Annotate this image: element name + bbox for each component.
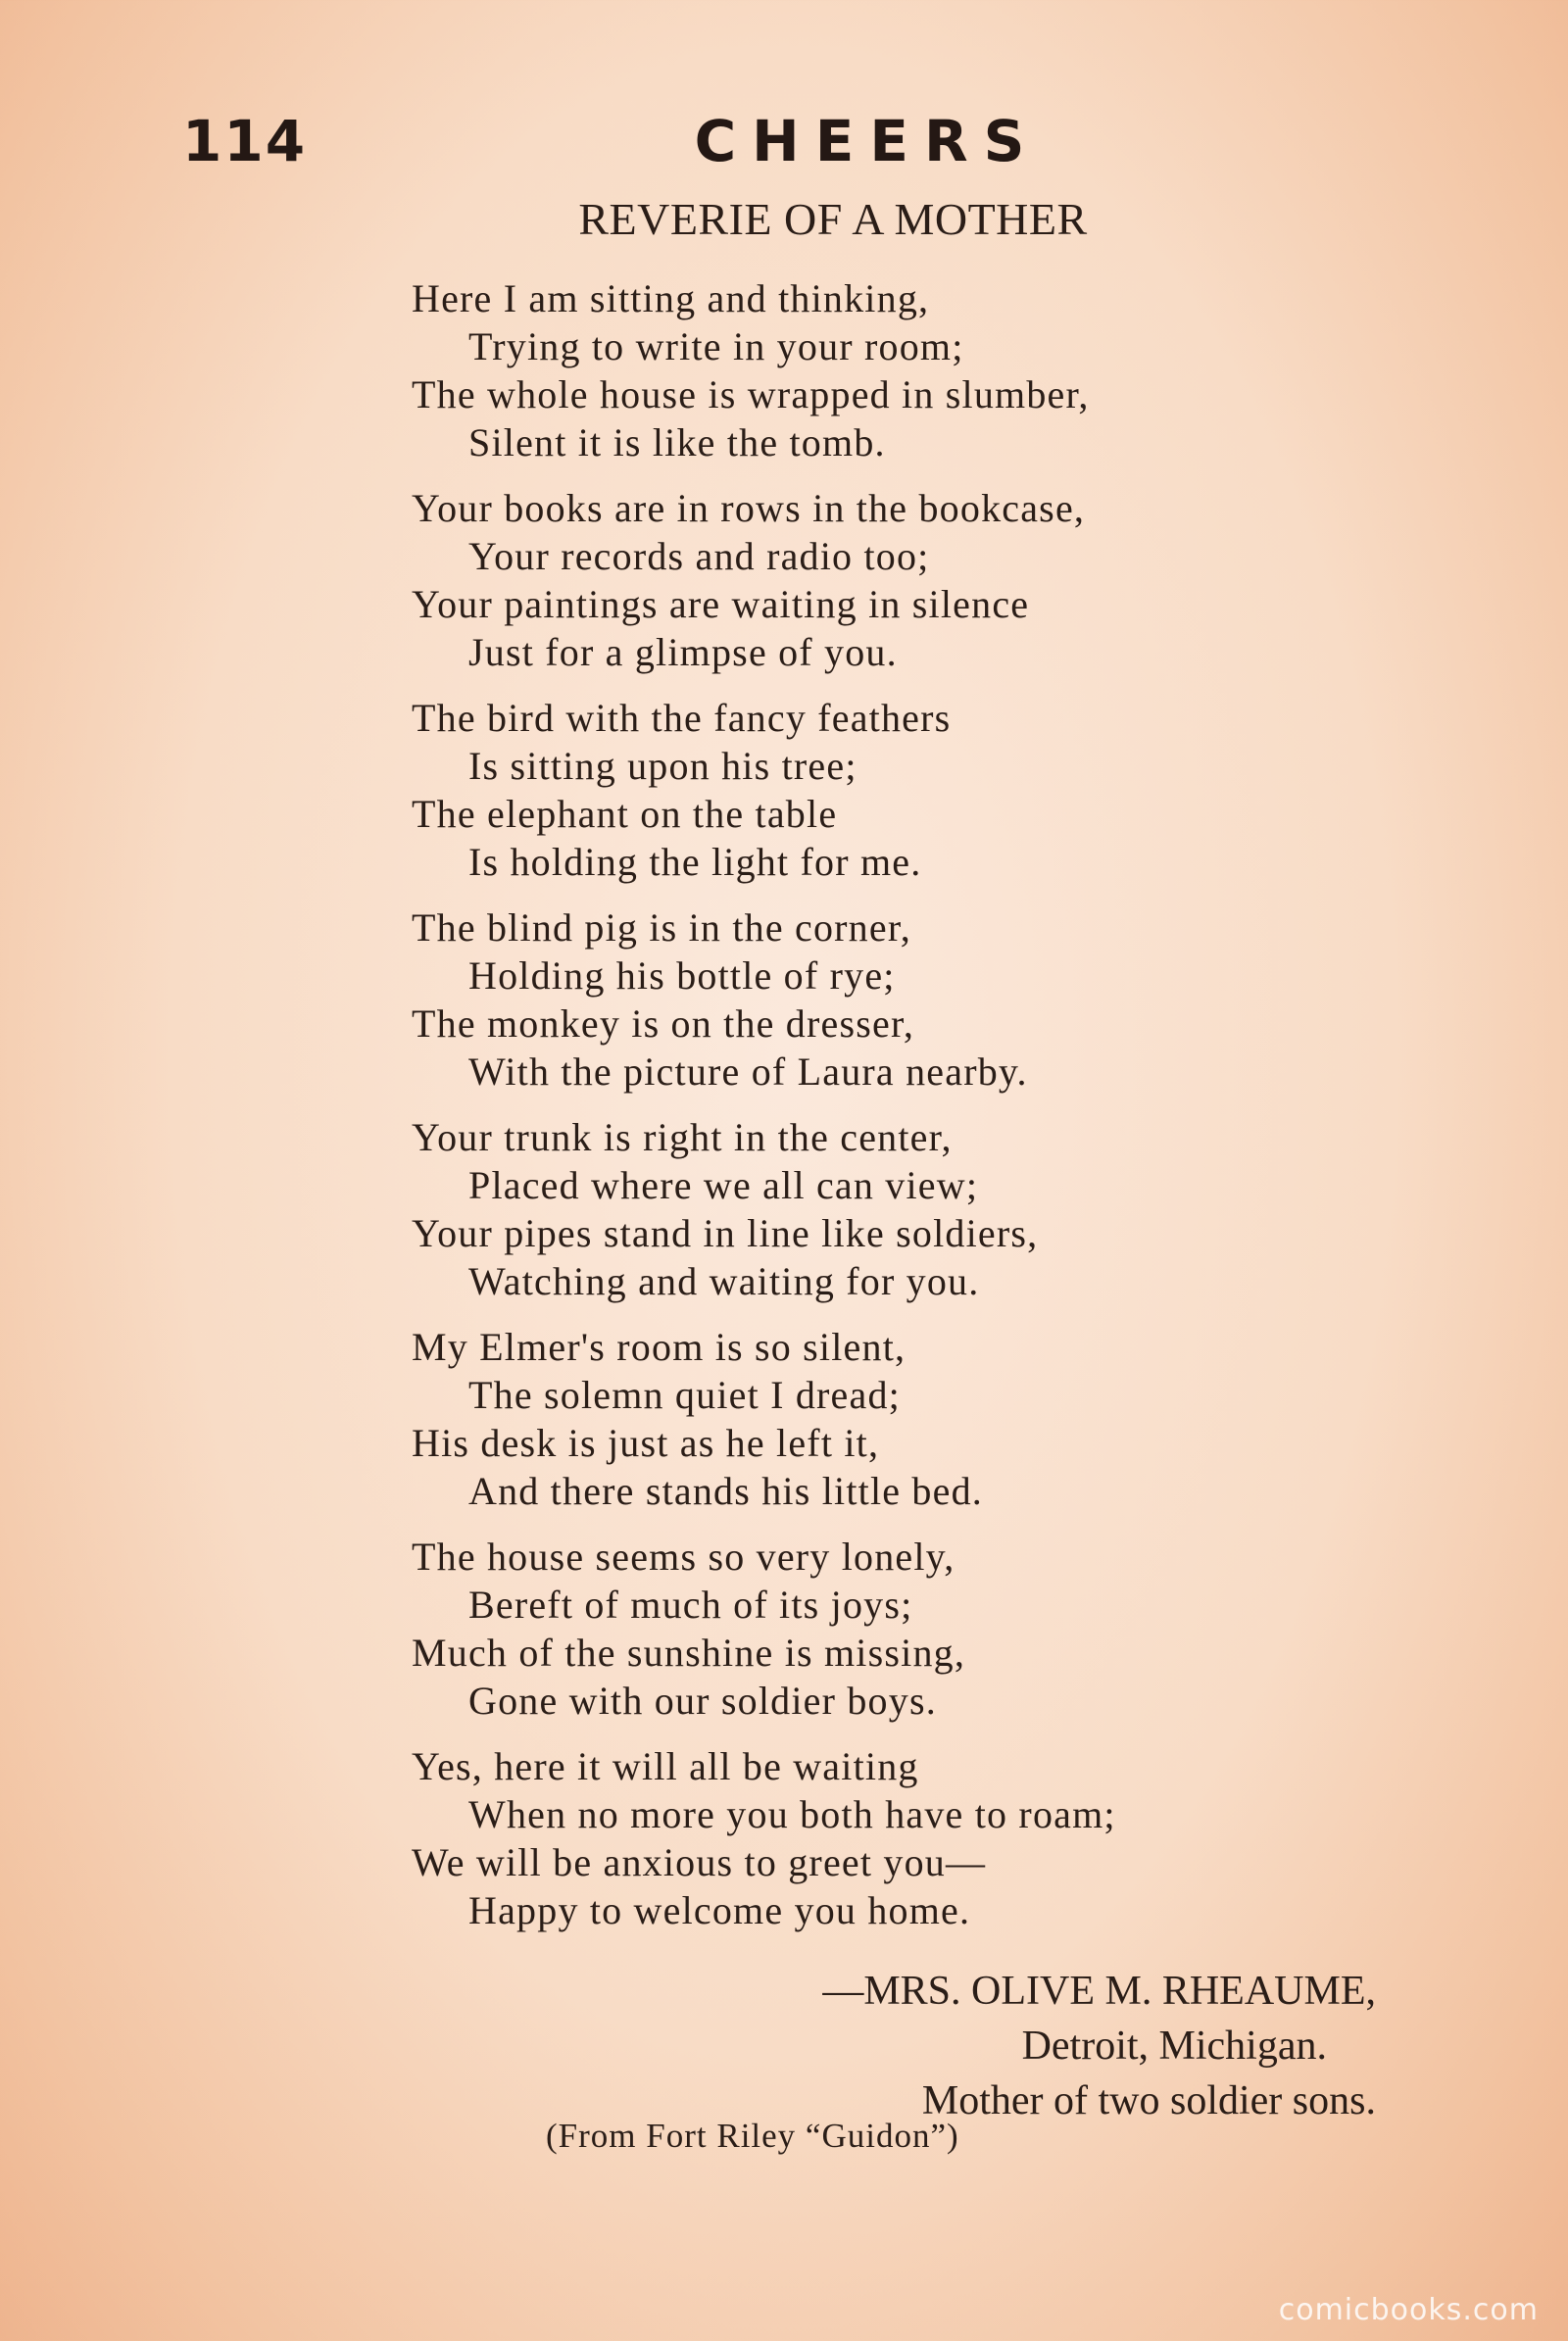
stanza [412,694,1392,886]
poem-line: Watching and waiting for you. [468,1259,980,1303]
running-head: CHEERS [694,108,1041,174]
poem-line: Holding his bottle of rye; [468,953,896,998]
poem-line: The blind pig is in the corner, [412,905,911,950]
poem-line: We will be anxious to greet you— [412,1840,987,1884]
poem-line: The monkey is on the dresser, [412,1001,915,1046]
poem-line: Bereft of much of its joys; [468,1583,913,1627]
poem-body [412,274,1392,1952]
poem-line: Happy to welcome you home. [468,1888,971,1932]
poem-line: My Elmer's room is so silent, [412,1325,906,1369]
poem-line: The whole house is wrapped in slumber, [412,372,1090,416]
poem-line: The bird with the fancy feathers [412,696,952,740]
poem-line: Silent it is like the tomb. [468,420,886,464]
poem-line: Is sitting upon his tree; [468,744,858,788]
poem-line: Your paintings are waiting in silence [412,582,1030,626]
stanza [412,1533,1392,1725]
byline-location: Detroit, Michigan. [1021,2024,1327,2069]
page-number: 114 [182,108,308,174]
poem-title: REVERIE OF A MOTHER [578,194,1088,244]
poem-line: Is holding the light for me. [468,840,922,884]
poem-line: Your books are in rows in the bookcase, [412,486,1086,530]
poem-line: The elephant on the table [412,792,838,836]
poem-line: Just for a glimpse of you. [468,630,898,674]
watermark: comicbooks.com [1278,2293,1539,2327]
stanza [412,903,1392,1096]
source-credit: (From Fort Riley “Guidon”) [546,2117,959,2155]
poem-line: Trying to write in your room; [468,324,964,368]
poem-line: Placed where we all can view; [468,1163,979,1207]
poem-line: Your trunk is right in the center, [412,1115,953,1159]
stanza [412,1323,1392,1515]
stanza [412,274,1392,466]
stanza [412,1742,1392,1934]
stanza [412,1113,1392,1305]
byline [822,1964,1376,2128]
poem-line: Your pipes stand in line like soldiers, [412,1211,1039,1255]
poem-line: Here I am sitting and thinking, [412,276,930,320]
poem-line: Gone with our soldier boys. [468,1679,937,1723]
byline-note: Mother of two soldier sons. [921,2078,1376,2123]
poem-line: The solemn quiet I dread; [468,1373,901,1417]
poem-line: The house seems so very lonely, [412,1535,956,1579]
poem-line: And there stands his little bed. [468,1469,983,1513]
byline-author: —MRS. OLIVE M. RHEAUME, [822,1969,1376,2014]
poem-line: Much of the sunshine is missing, [412,1631,966,1675]
poem-line: His desk is just as he left it, [412,1421,880,1465]
poem-line: When no more you both have to roam; [468,1792,1116,1836]
poem-line: Your records and radio too; [468,534,930,578]
poem-line: Yes, here it will all be waiting [412,1744,919,1788]
poem-line: With the picture of Laura nearby. [468,1049,1028,1094]
stanza [412,484,1392,676]
